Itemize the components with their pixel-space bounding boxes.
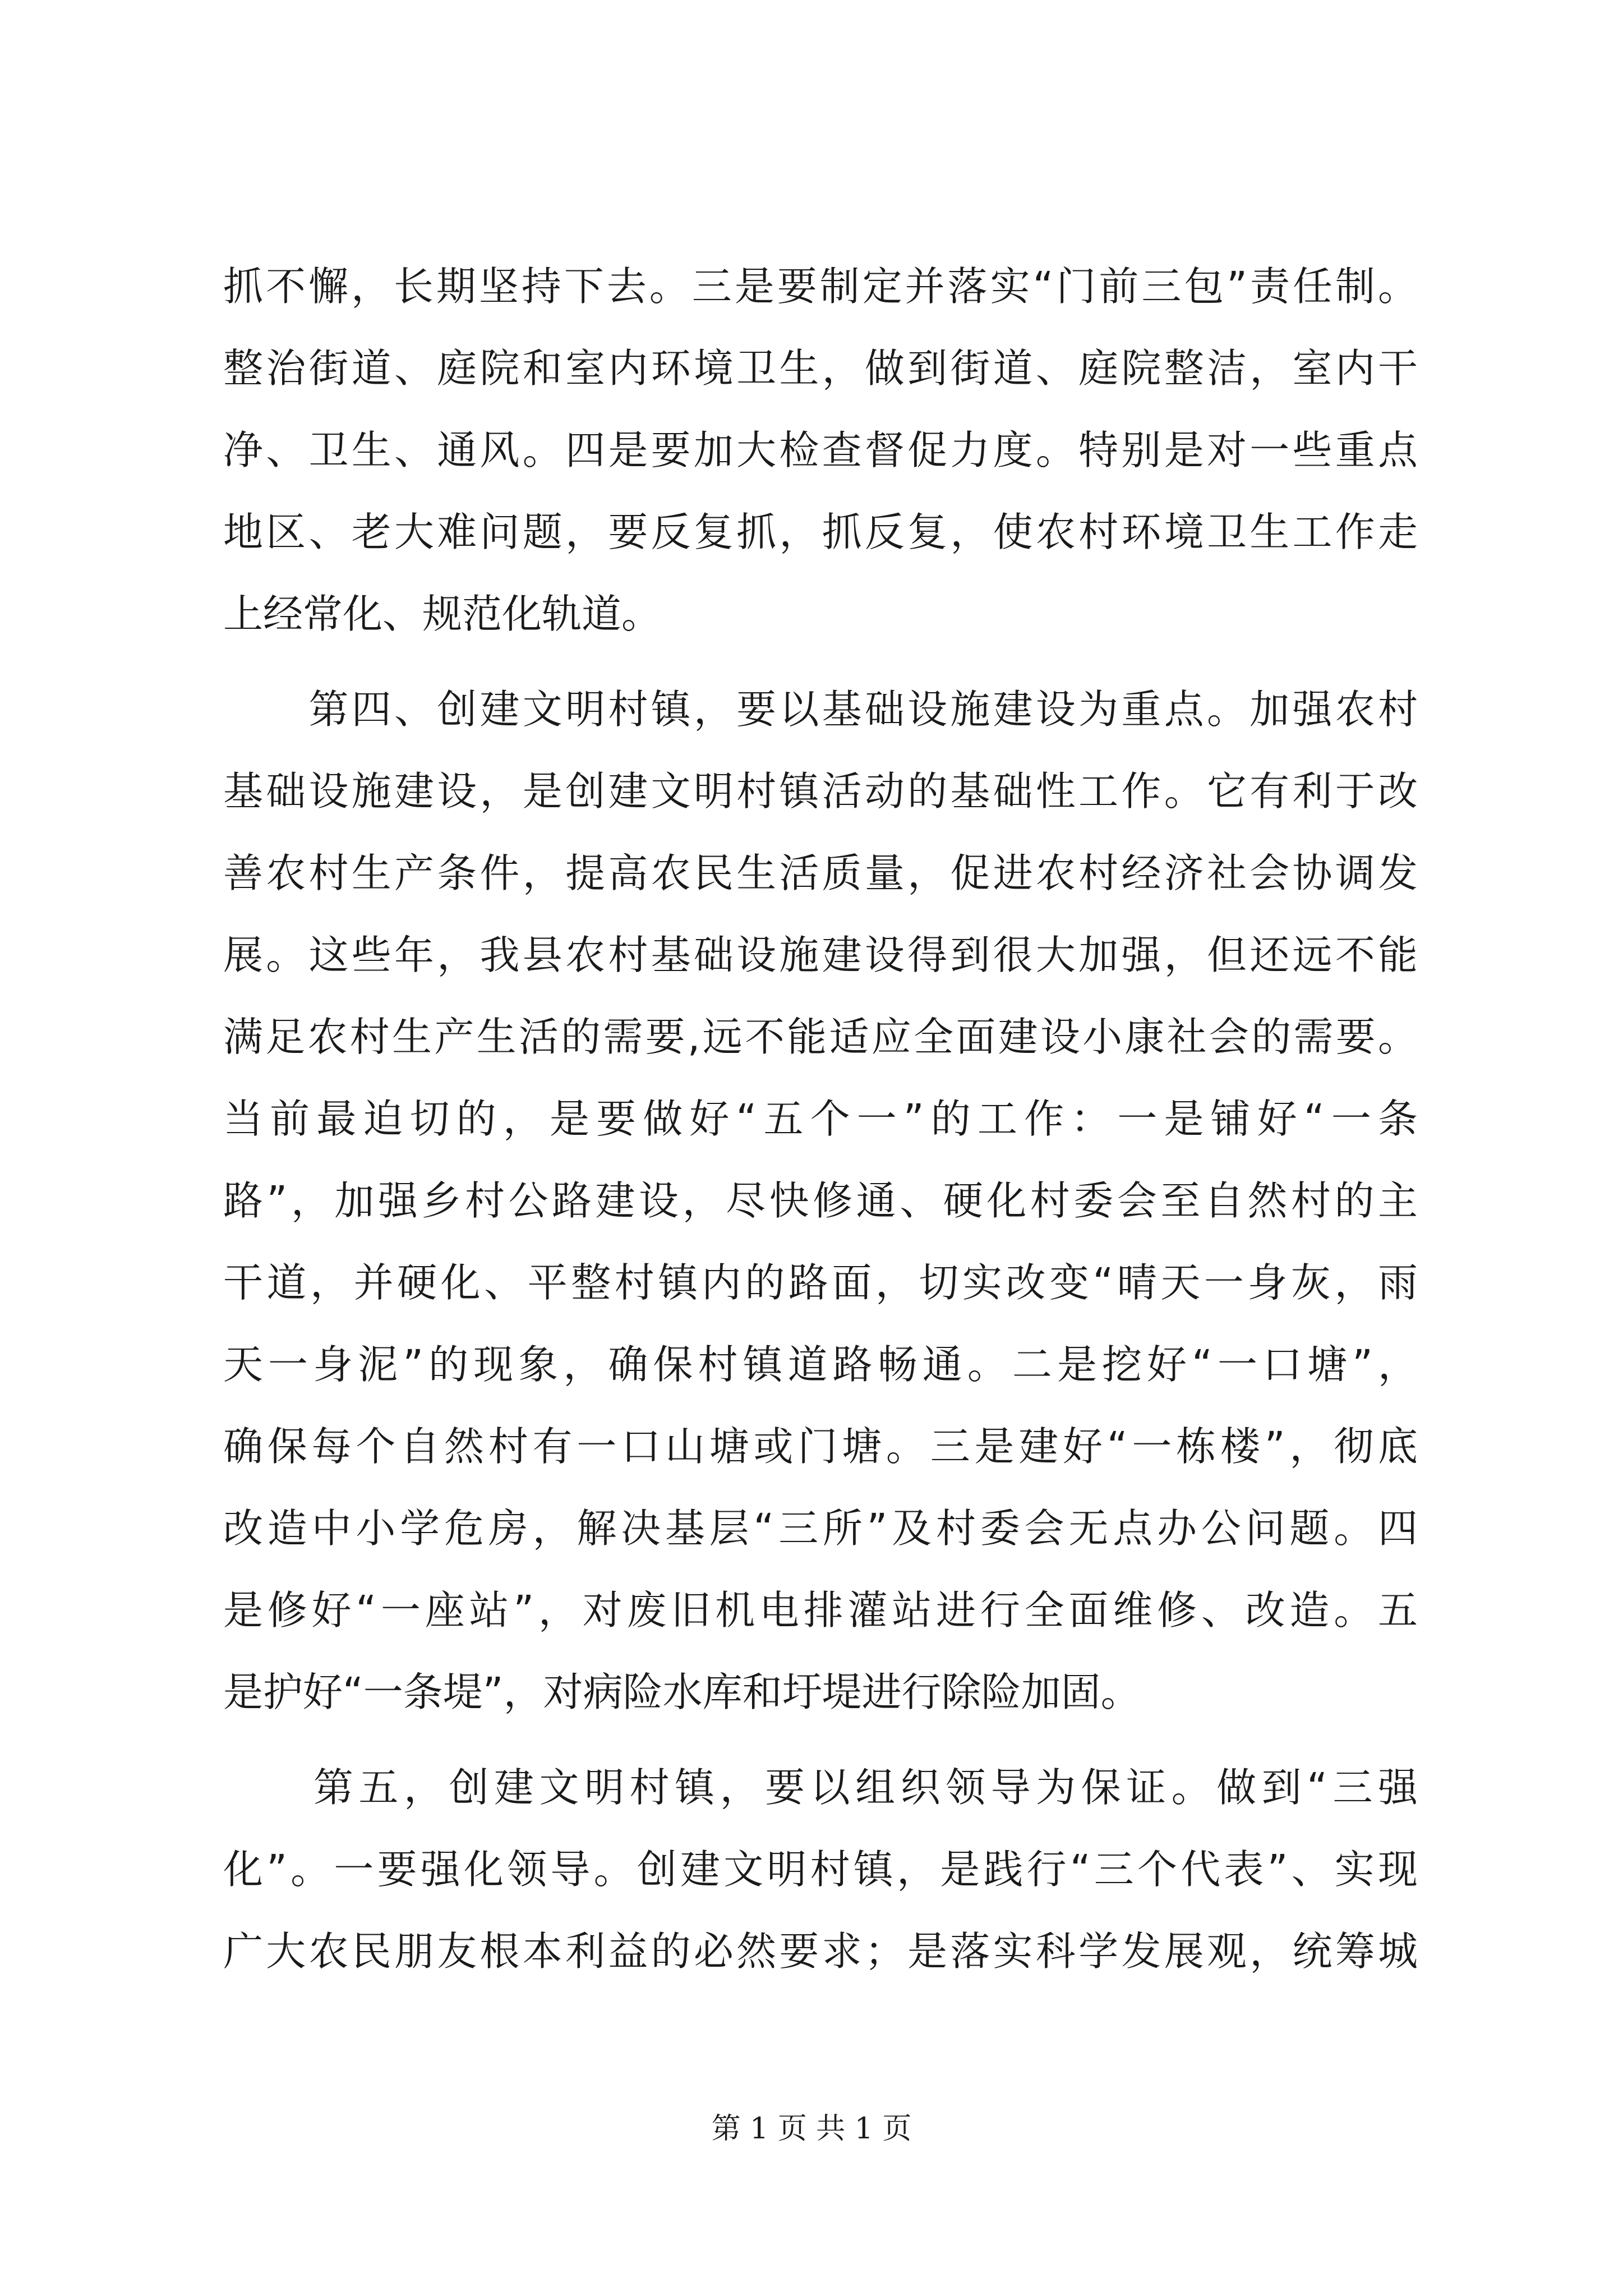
- text-line: 第四、创建文明村镇，要以基础设施建设为重点。加强农村: [223, 686, 1418, 733]
- text-line: 第五，创建文明村镇，要以组织领导为保证。做到“三强: [223, 1764, 1418, 1811]
- text-line: 抓不懈，长期坚持下去。三是要制定并落实“门前三包”责任制。: [223, 263, 1418, 310]
- paragraph-spacer: [223, 1733, 1418, 1747]
- text-line: 地区、老大难问题，要反复抓，抓反复，使农村环境卫生工作走: [223, 509, 1418, 555]
- text-line: 是修好“一座站”，对废旧机电排灌站进行全面维修、改造。五: [223, 1587, 1418, 1634]
- text-line: 路”，加强乡村公路建设，尽快修通、硬化村委会至自然村的主: [223, 1177, 1418, 1224]
- text-line: 整治街道、庭院和室内环境卫生，做到街道、庭院整洁，室内干: [223, 345, 1418, 392]
- page-number-label: 第 1 页 共 1 页: [711, 2112, 912, 2146]
- text-line: 展。这些年，我县农村基础设施建设得到很大加强，但还远不能: [223, 932, 1418, 978]
- text-line: 基础设施建设，是创建文明村镇活动的基础性工作。它有利于改: [223, 768, 1418, 815]
- text-line: 广大农民朋友根本利益的必然要求；是落实科学发展观，统筹城: [223, 1928, 1418, 1975]
- paragraph-spacer: [223, 655, 1418, 669]
- text-line: 上经常化、规范化轨道。: [223, 591, 662, 637]
- text-line: 净、卫生、通风。四是要加大检查督促力度。特别是对一些重点: [223, 427, 1418, 473]
- paragraph: [223, 246, 1418, 655]
- paragraph: [223, 669, 1418, 1733]
- text-line: 改造中小学危房，解决基层“三所”及村委会无点办公问题。四: [223, 1505, 1418, 1552]
- text-line: 干道，并硬化、平整村镇内的路面，切实改变“晴天一身灰，雨: [223, 1259, 1418, 1306]
- paragraph: [223, 1747, 1418, 1993]
- text-line: 满足农村生产生活的需要,远不能适应全面建设小康社会的需要。: [223, 1014, 1418, 1060]
- text-line: 天一身泥”的现象，确保村镇道路畅通。二是挖好“一口塘”，: [223, 1341, 1418, 1388]
- text-line: 是护好“一条堤”，对病险水库和圩堤进行除险加固。: [223, 1669, 1141, 1715]
- text-line: 化”。一要强化领导。创建文明村镇，是践行“三个代表”、实现: [223, 1846, 1418, 1893]
- text-line: 善农村生产条件，提高农民生活质量，促进农村经济社会协调发: [223, 850, 1418, 896]
- text-line: 确保每个自然村有一口山塘或门塘。三是建好“一栋楼”，彻底: [223, 1423, 1418, 1470]
- text-line: 当前最迫切的，是要做好“五个一”的工作：一是铺好“一条: [223, 1096, 1418, 1142]
- document-body: [223, 246, 1418, 1993]
- page-footer: [0, 2105, 1623, 2147]
